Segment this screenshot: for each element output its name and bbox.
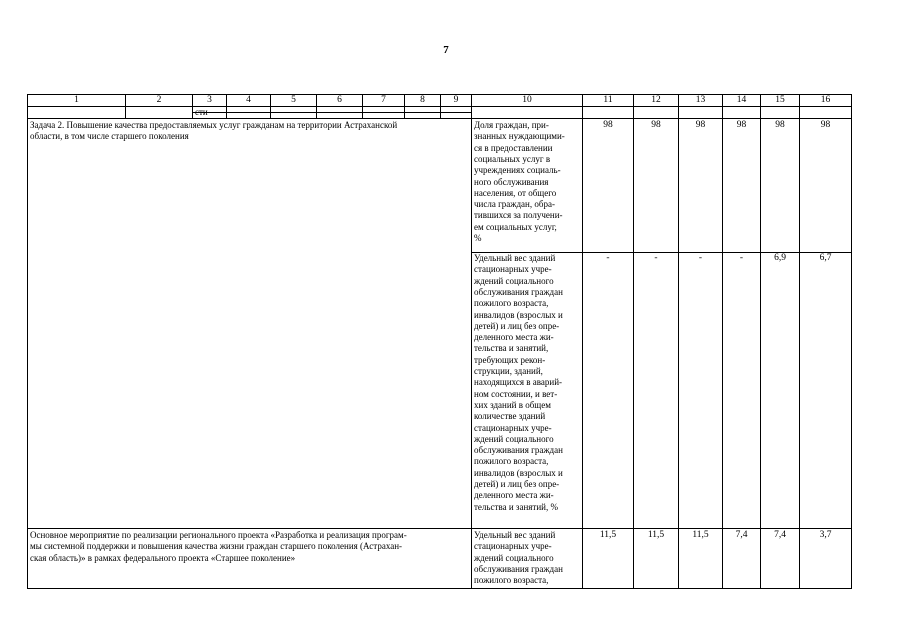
indicator-text: требующих рекон-: [474, 354, 546, 365]
indicator-text: числа граждан, обра-: [474, 199, 555, 210]
row-title: области, в том числе старшего поколения: [30, 131, 189, 142]
table-rule: [192, 112, 471, 113]
indicator-text: населения, от общего: [474, 187, 557, 198]
table-rule: [27, 588, 852, 589]
indicator-text: тельства и занятий, %: [474, 501, 558, 512]
value-cell: 3,7: [819, 530, 832, 540]
indicator-text: ждений социального: [474, 552, 554, 563]
indicator-text: ждений социального: [474, 275, 554, 286]
value-cell: -: [654, 253, 658, 263]
column-header: 9: [453, 95, 459, 105]
row-title: мы системной поддержки и повышения качества жизни граждан старшего поколения (Астрахан-: [30, 541, 403, 552]
indicator-text: ного обслуживания: [474, 176, 549, 187]
value-cell: 7,4: [735, 530, 748, 540]
indicator-text: обслуживания граждан: [474, 445, 563, 456]
column-header: 6: [337, 95, 342, 105]
indicator-text: тельства и занятий,: [474, 343, 549, 354]
column-header: 2: [156, 95, 162, 105]
indicator-text: знанных нуждающими-: [474, 131, 565, 142]
value-cell: 98: [651, 120, 661, 130]
value-cell: 6,9: [774, 253, 786, 263]
indicator-text: обслуживания граждан: [474, 286, 563, 297]
value-cell: -: [739, 253, 744, 263]
value-cell: 98: [736, 120, 747, 130]
table-rule: [471, 94, 472, 588]
indicator-text: Удельный вес зданий: [474, 253, 556, 263]
value-cell: 98: [603, 120, 613, 130]
indicator-text: пожилого возраста,: [474, 575, 549, 586]
table-rule: [27, 528, 852, 529]
indicator-text: деленного места жи-: [474, 490, 554, 501]
table-rule: [799, 94, 800, 588]
value-cell: 98: [820, 120, 831, 130]
value-cell: 7,4: [774, 530, 786, 540]
page-number: 7: [443, 44, 449, 56]
table-rule: [851, 94, 852, 588]
value-cell: -: [698, 253, 703, 263]
indicator-text: стационарных учре-: [474, 422, 552, 433]
row-title: Задача 2. Повышение качества предоставляемых услуг гражданам на территории Астраханской: [30, 120, 398, 130]
value-cell: 11,5: [692, 530, 709, 540]
indicator-text: детей) и лиц без опре-: [474, 479, 560, 489]
indicator-text: инвалидов (взрослых и: [474, 309, 563, 320]
indicator-text: находящихся в аварий-: [474, 377, 563, 388]
table-rule: [678, 94, 679, 588]
column-header: 1: [74, 95, 79, 105]
column-header: 13: [695, 95, 706, 105]
column-header: 3: [207, 95, 212, 105]
row-title: ская область)» в рамках федерального проекта «Старшее поколение»: [30, 552, 296, 563]
column-header: 8: [420, 95, 425, 105]
column-header: 12: [651, 95, 661, 105]
column-header: 10: [522, 95, 532, 105]
column-header: 14: [736, 95, 747, 105]
indicator-text: детей) и лиц без опре-: [474, 320, 560, 331]
row-title: Основное мероприятие по реализации регионального проекта «Разработка и реализация програм-: [30, 530, 407, 540]
indicator-text: %: [474, 233, 482, 243]
column-3-subheader: сти: [195, 107, 208, 117]
indicator-text: пожилого возраста,: [474, 456, 549, 467]
value-cell: 11,5: [599, 530, 617, 540]
indicator-text: ем социальных услуг,: [474, 221, 557, 232]
indicator-text: ся в предоставлении: [474, 142, 553, 153]
column-header: 11: [603, 95, 613, 105]
value-cell: 6,7: [819, 253, 832, 263]
indicator-text: стационарных учре-: [474, 264, 552, 275]
indicator-text: стационарных учре-: [474, 541, 552, 552]
value-cell: 98: [775, 120, 785, 130]
column-header: 7: [381, 95, 386, 105]
value-cell: -: [606, 253, 610, 263]
indicator-text: тившихся за получени-: [474, 210, 563, 221]
table-rule: [27, 118, 852, 119]
column-header: 5: [291, 95, 296, 105]
table-rule: [582, 94, 583, 588]
value-cell: 98: [695, 120, 706, 130]
indicator-text: социальных услуг в: [474, 153, 551, 164]
column-header: 15: [775, 95, 785, 105]
indicator-text: обслуживания граждан: [474, 563, 563, 574]
indicator-text: ном состоянии, и вет-: [474, 388, 558, 399]
column-header: 16: [820, 95, 831, 105]
indicator-text: деленного места жи-: [474, 332, 554, 343]
table-rule: [722, 94, 723, 588]
table-rule: [760, 94, 761, 588]
indicator-text: Удельный вес зданий: [474, 530, 556, 540]
table-rule: [27, 94, 28, 588]
indicator-text: ждений социального: [474, 433, 554, 444]
indicator-text: струкции, зданий,: [474, 366, 543, 376]
indicator-text: хих зданий в общем: [474, 399, 551, 410]
column-header: 4: [246, 95, 251, 105]
indicator-text: инвалидов (взрослых и: [474, 467, 563, 478]
indicator-text: пожилого возраста,: [474, 298, 549, 309]
indicator-text: Доля граждан, при-: [474, 120, 549, 130]
indicator-text: количестве зданий: [474, 411, 546, 422]
table-rule: [633, 94, 634, 588]
indicator-text: учреждениях социаль-: [474, 165, 561, 176]
value-cell: 11,5: [647, 530, 665, 540]
